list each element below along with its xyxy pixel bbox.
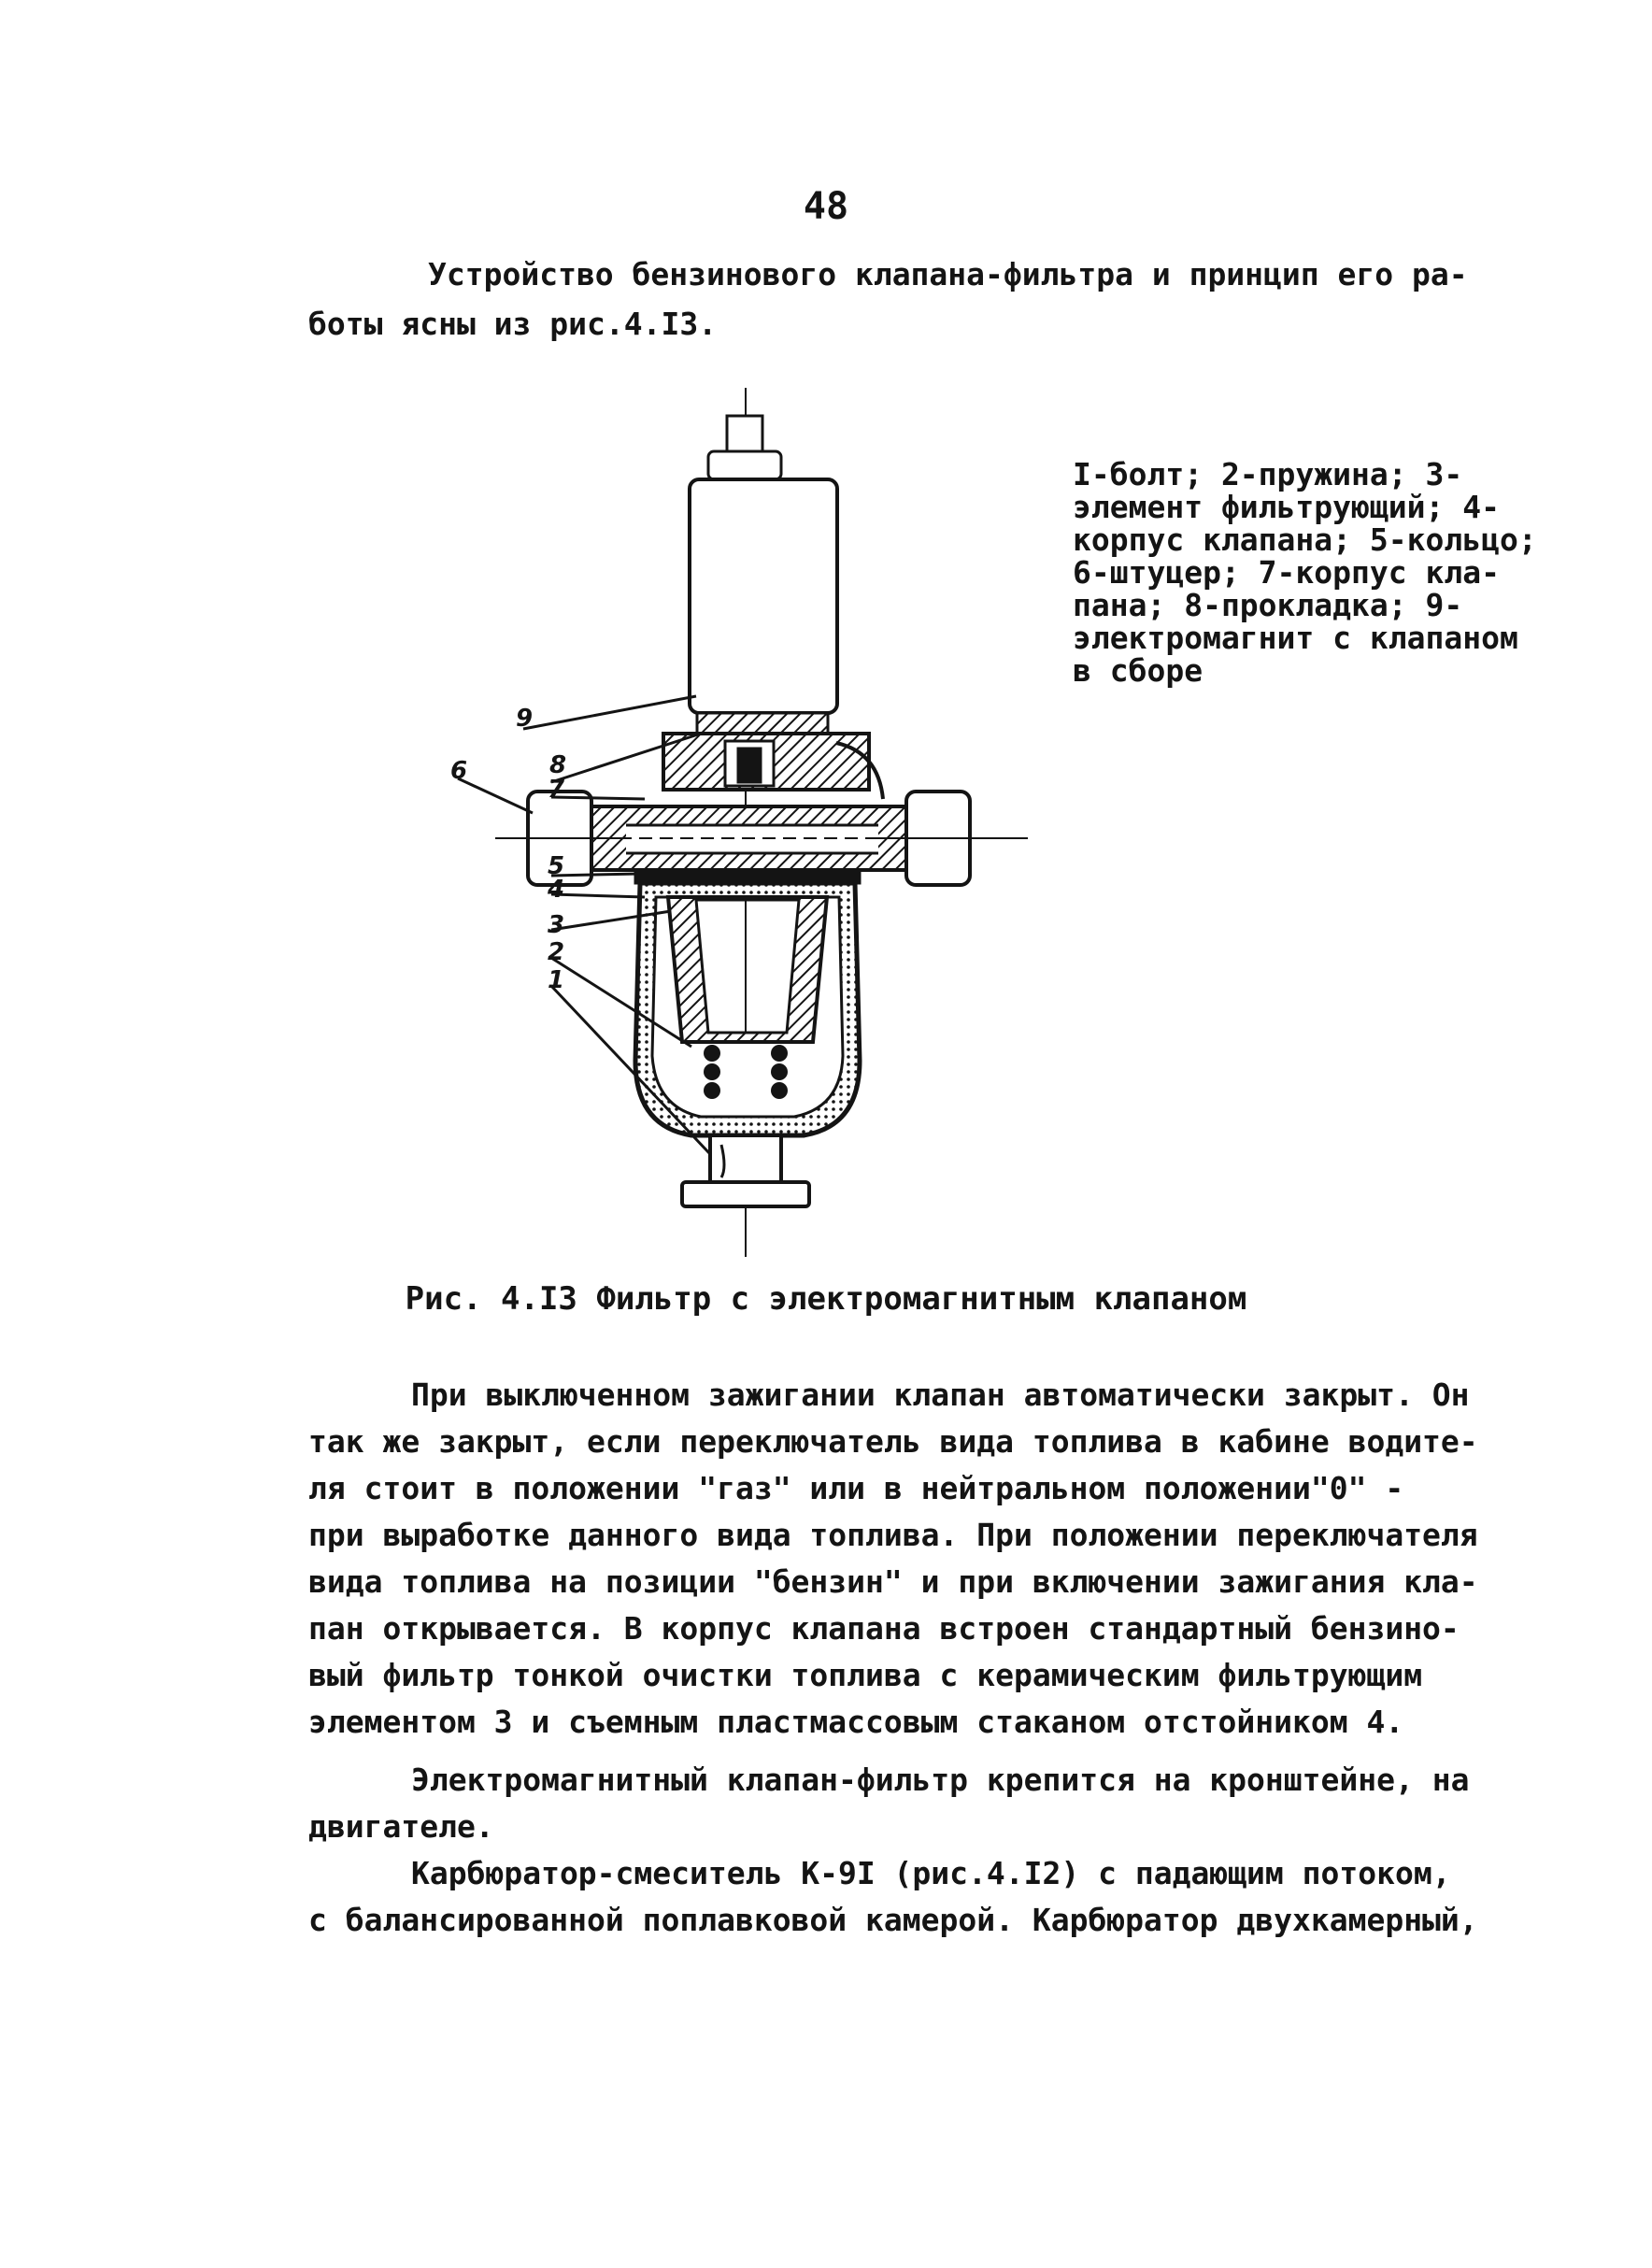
body-paragraph (308, 1372, 1523, 1746)
callout-4: 4 (548, 876, 565, 904)
bolt-nut (727, 416, 762, 453)
text-line: При выключенном зажигании клапан автоматически закрыт. Он (411, 1376, 1470, 1413)
bolt-cap (708, 451, 781, 479)
callout-2: 2 (548, 938, 565, 966)
gasket (697, 713, 828, 734)
text-line: так же закрыт, если переключатель вида топлива в кабине водите- (308, 1423, 1478, 1460)
callout-5: 5 (548, 852, 565, 880)
callout-8: 8 (549, 751, 567, 779)
text-line: при выработке данного вида топлива. При положении переключателя (308, 1517, 1478, 1553)
text-line: пан открывается. В корпус клапана встроен стандартный бензино- (308, 1610, 1460, 1647)
callout-9: 9 (516, 705, 534, 733)
body-paragraph (308, 1757, 1523, 1850)
callout-7: 7 (548, 776, 565, 804)
page-number: 48 (803, 185, 849, 228)
text-line: вида топлива на позиции "бензин" и при включении зажигания кла- (308, 1563, 1478, 1600)
legend-line: в сборе (1073, 652, 1203, 689)
callout-1: 1 (548, 966, 565, 994)
legend-line: элемент фильтрующий; 4- (1073, 489, 1500, 525)
text-line: Электромагнитный клапан-фильтр крепится на кронштейне, на (411, 1762, 1470, 1798)
text-line: ля стоит в положении "газ" или в нейтральном положении"0" - (308, 1470, 1404, 1506)
drain-bolt (710, 1135, 781, 1182)
electromagnet-body (690, 479, 837, 713)
text-line: двигателе. (308, 1808, 494, 1845)
body-paragraph (308, 1850, 1523, 1944)
legend-line: 6-штуцер; 7-корпус кла- (1073, 554, 1500, 591)
text-line: Карбюратор-смеситель К-9I (рис.4.I2) с падающим потоком, (411, 1855, 1451, 1891)
intro-paragraph (308, 250, 1514, 349)
text-line: элементом 3 и съемным пластмассовым стаканом отстойником 4. (308, 1704, 1404, 1740)
legend-line: I-болт; 2-пружина; 3- (1073, 456, 1463, 492)
callout-3: 3 (548, 911, 565, 939)
callout-6: 6 (450, 757, 468, 785)
text-line: вый фильтр тонкой очистки топлива с керамическим фильтрующим (308, 1657, 1423, 1693)
intro-line: Устройство бензинового клапана-фильтра и принцип его ра- (428, 256, 1468, 292)
intro-line: боты ясны из рис.4.I3. (308, 305, 718, 342)
figure-caption: Рис. 4.I3 Фильтр с электромагнитным клапаном (405, 1280, 1247, 1318)
legend-line: пана; 8-прокладка; 9- (1073, 587, 1463, 623)
legend-line: электромагнит с клапаном (1073, 620, 1518, 656)
figure-legend (1073, 458, 1559, 687)
legend-line: корпус клапана; 5-кольцо; (1073, 521, 1537, 558)
valve-filter-drawing (411, 388, 1084, 1266)
text-line: с балансированной поплавковой камерой. Карбюратор двухкамерный, (308, 1902, 1478, 1938)
